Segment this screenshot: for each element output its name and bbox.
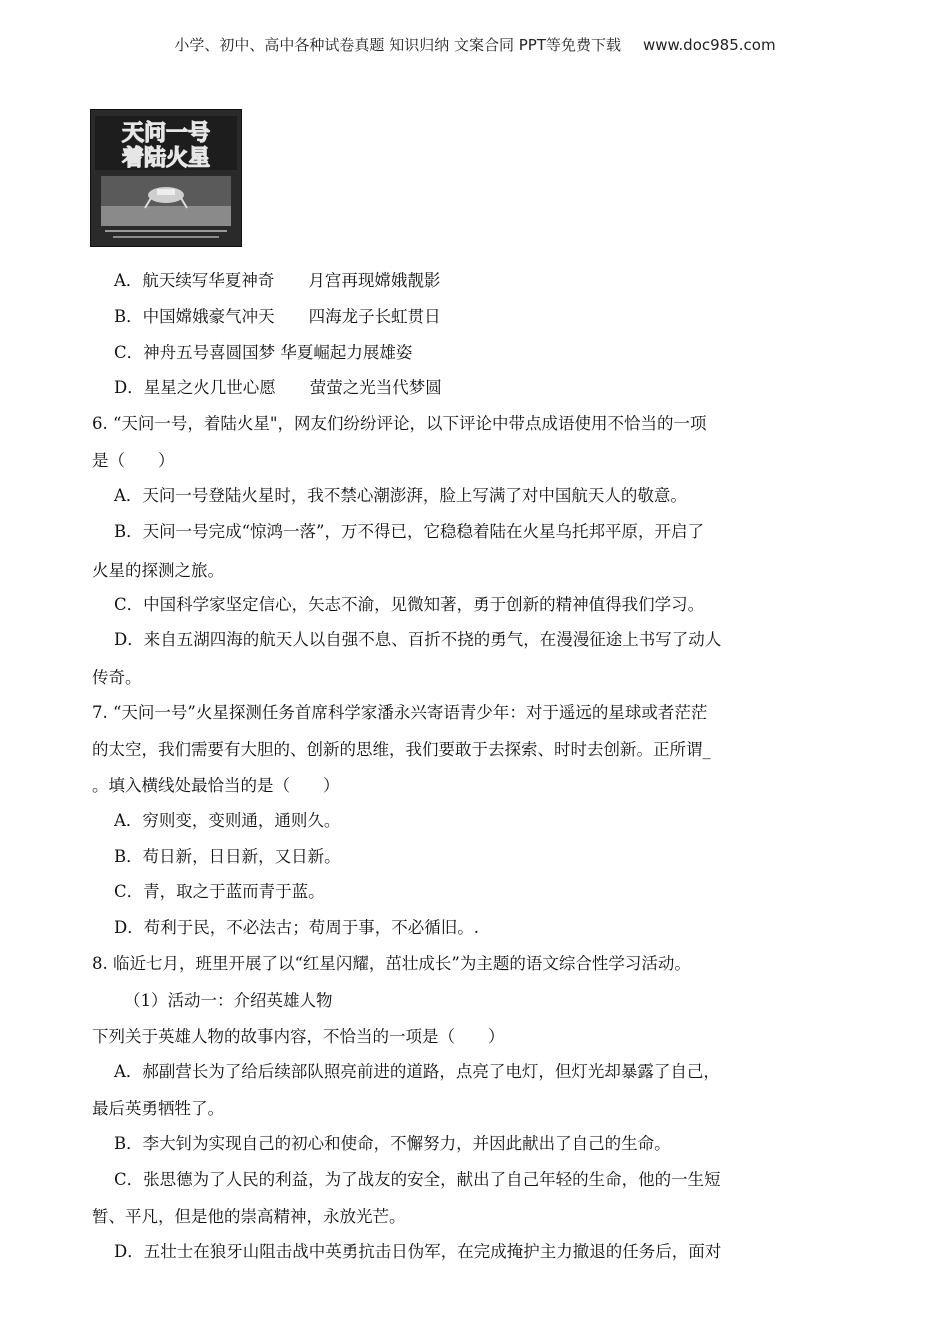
q7-option-b[interactable]: B．苟日新，日日新，又日新。	[114, 847, 341, 866]
q7-stem-cont: 的太空，我们需要有大胆的、创新的思维，我们要敢于去探索、时时去创新。正所谓_	[92, 740, 711, 759]
page-header	[0, 34, 950, 55]
q6-option-d[interactable]: D．来自五湖四海的航天人以自强不息、百折不挠的勇气，在漫漫征途上书写了动人	[114, 630, 722, 649]
q6-option-b[interactable]: B．天问一号完成“惊鸿一落”，万不得已，它稳稳着陆在火星乌托邦平原，开启了	[114, 522, 704, 541]
poster-title-line1: 天问一号	[121, 121, 211, 146]
q7-option-d[interactable]: D．苟利于民，不必法古；苟周于事，不必循旧。.	[114, 918, 479, 937]
q8-option-c[interactable]: C．张思德为了人民的利益，为了战友的安全，献出了自己年轻的生命，他的一生短	[114, 1170, 721, 1189]
q8-option-c-cont: 暂、平凡，但是他的崇高精神，永放光芒。	[92, 1207, 406, 1226]
q8-stem: 8. 临近七月，班里开展了以“红星闪耀，茁壮成长”为主题的语文综合性学习活动。	[92, 954, 691, 973]
q8-activity-title: （1）活动一：介绍英雄人物	[124, 991, 333, 1010]
q6-option-b-cont: 火星的探测之旅。	[92, 561, 224, 580]
q7-option-a[interactable]: A．穷则变，变则通，通则久。	[114, 811, 341, 830]
q8-option-d[interactable]: D．五壮士在狼牙山阻击战中英勇抗击日伪军，在完成掩护主力撤退的任务后，面对	[114, 1242, 722, 1261]
q8-sub-stem: 下列关于英雄人物的故事内容，不恰当的一项是（ ）	[92, 1027, 505, 1046]
poster-title-line2: 着陆火星	[121, 146, 211, 171]
tianwen-poster-image	[90, 109, 242, 247]
q6-option-c[interactable]: C．中国科学家坚定信心，矢志不渝，见微知著，勇于创新的精神值得我们学习。	[114, 595, 705, 614]
q5-option-a[interactable]: A．航天续写华夏神奇 月宫再现嫦娥靓影	[114, 271, 441, 290]
q5-option-b[interactable]: B．中国嫦娥豪气冲天 四海龙子长虹贯日	[114, 307, 441, 326]
header-site-text: 小学、初中、高中各种试卷真题 知识归纳 文案合同 PPT等免费下载	[174, 36, 621, 54]
q6-option-d-cont: 传奇。	[92, 668, 142, 687]
q7-stem-cont2: 。填入横线处最恰当的是（ ）	[92, 776, 340, 795]
q5-option-d[interactable]: D．星星之火几世心愿 萤萤之光当代梦圆	[114, 378, 442, 397]
header-url[interactable]: www.doc985.com	[642, 36, 776, 54]
q7-option-c[interactable]: C．青，取之于蓝而青于蓝。	[114, 882, 325, 901]
q8-option-a-cont: 最后英勇牺牲了。	[92, 1099, 224, 1118]
q5-option-c[interactable]: C．神舟五号喜圆国梦 华夏崛起力展雄姿	[114, 343, 413, 362]
q8-option-b[interactable]: B．李大钊为实现自己的初心和使命，不懈努力，并因此献出了自己的生命。	[114, 1134, 671, 1153]
q7-stem: 7. “天问一号”火星探测任务首席科学家潘永兴寄语青少年：对于遥远的星球或者茫茫	[92, 703, 708, 722]
q8-option-a[interactable]: A．郝副营长为了给后续部队照亮前进的道路，点亮了电灯，但灯光却暴露了自己，	[114, 1062, 720, 1081]
q6-stem-cont: 是（ ）	[92, 451, 175, 470]
q6-stem: 6. “天问一号，着陆火星"，网友们纷纷评论，以下评论中带点成语使用不恰当的一项	[92, 414, 707, 433]
q6-option-a[interactable]: A．天问一号登陆火星时，我不禁心潮澎湃，脸上写满了对中国航天人的敬意。	[114, 486, 687, 505]
